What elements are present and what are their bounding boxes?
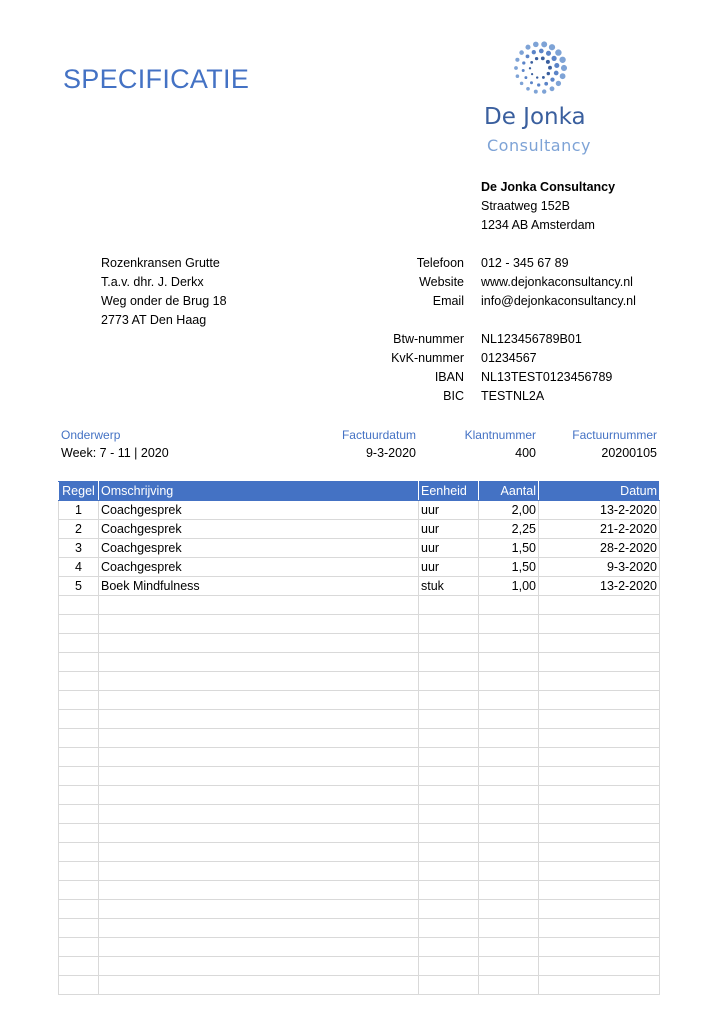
empty-cell [539, 957, 660, 976]
logo-dot [539, 49, 544, 54]
invoice-date-value: 9-3-2020 [365, 446, 416, 460]
company-logo [478, 40, 608, 165]
logo-dot [559, 57, 565, 63]
empty-cell [539, 881, 660, 900]
empty-cell [419, 729, 479, 748]
empty-cell [59, 748, 99, 767]
logo-dot [531, 73, 533, 75]
email-label: Email [432, 294, 464, 308]
company-name: De Jonka Consultancy [481, 180, 616, 194]
logo-dot [556, 81, 561, 86]
logo-dot [550, 86, 555, 91]
empty-cell [59, 824, 99, 843]
email-value: info@dejonkaconsultancy.nl [481, 294, 636, 308]
cell-unit: uur [419, 520, 479, 539]
cell-unit: uur [419, 558, 479, 577]
empty-cell [99, 691, 419, 710]
logo-dot [525, 45, 530, 50]
cell-quantity: 2,00 [479, 501, 539, 520]
logo-dots-icon [505, 40, 575, 100]
empty-cell [479, 919, 539, 938]
empty-cell [539, 748, 660, 767]
bic-value: TESTNL2A [481, 389, 545, 403]
empty-cell [99, 729, 419, 748]
empty-cell [419, 672, 479, 691]
logo-dot [520, 82, 524, 86]
logo-dot [561, 65, 567, 71]
cell-unit: stuk [419, 577, 479, 596]
cell-description: Boek Mindfulness [99, 577, 419, 596]
empty-cell [59, 615, 99, 634]
empty-cell [419, 634, 479, 653]
empty-cell [479, 938, 539, 957]
logo-dot [514, 66, 518, 70]
empty-cell [539, 596, 660, 615]
table-row [59, 577, 660, 596]
empty-cell [59, 634, 99, 653]
cell-date: 9-3-2020 [539, 558, 660, 577]
empty-cell [99, 672, 419, 691]
cell-description: Coachgesprek [99, 520, 419, 539]
empty-cell [419, 653, 479, 672]
empty-cell [59, 862, 99, 881]
logo-dot [548, 66, 552, 70]
empty-cell [59, 881, 99, 900]
company-street: Straatweg 152B [481, 199, 570, 213]
iban-label: IBAN [434, 370, 464, 384]
subject-label: Onderwerp [61, 428, 121, 442]
empty-cell [479, 900, 539, 919]
empty-cell [59, 938, 99, 957]
empty-cell [479, 653, 539, 672]
empty-cell [479, 843, 539, 862]
cell-description: Coachgesprek [99, 558, 419, 577]
table-row [59, 520, 660, 539]
logo-dot [541, 41, 547, 47]
document-title: SPECIFICATIE [63, 64, 250, 94]
logo-dot [515, 58, 519, 62]
empty-cell [419, 957, 479, 976]
empty-table-row [59, 634, 660, 653]
empty-table-row [59, 767, 660, 786]
kvk-label: KvK-nummer [391, 351, 464, 365]
website-label: Website [419, 275, 464, 289]
empty-cell [539, 805, 660, 824]
logo-dot [536, 76, 538, 78]
header-quantity: Aantal [479, 482, 539, 501]
empty-cell [479, 672, 539, 691]
empty-cell [59, 805, 99, 824]
cell-date: 13-2-2020 [539, 577, 660, 596]
company-city: 1234 AB Amsterdam [481, 218, 595, 232]
cell-quantity: 2,25 [479, 520, 539, 539]
empty-table-row [59, 786, 660, 805]
empty-cell [539, 900, 660, 919]
logo-dot [519, 50, 524, 55]
empty-cell [99, 824, 419, 843]
empty-cell [419, 976, 479, 995]
logo-dot [530, 81, 533, 84]
empty-cell [419, 710, 479, 729]
header-description: Omschrijving [99, 482, 419, 501]
empty-cell [59, 653, 99, 672]
empty-cell [479, 729, 539, 748]
iban-value: NL13TEST0123456789 [481, 370, 613, 384]
empty-cell [479, 881, 539, 900]
empty-cell [59, 976, 99, 995]
empty-cell [59, 691, 99, 710]
customer-number-value: 400 [515, 446, 536, 460]
empty-cell [99, 900, 419, 919]
empty-cell [539, 938, 660, 957]
cell-unit: uur [419, 501, 479, 520]
empty-cell [59, 843, 99, 862]
empty-cell [539, 767, 660, 786]
empty-cell [539, 691, 660, 710]
cell-unit: uur [419, 539, 479, 558]
cell-line: 1 [59, 501, 99, 520]
cell-line: 3 [59, 539, 99, 558]
empty-cell [59, 767, 99, 786]
empty-cell [99, 919, 419, 938]
empty-cell [539, 634, 660, 653]
empty-cell [539, 672, 660, 691]
empty-table-row [59, 748, 660, 767]
empty-cell [539, 919, 660, 938]
header-date: Datum [539, 482, 660, 501]
empty-cell [59, 710, 99, 729]
empty-cell [479, 710, 539, 729]
table-row [59, 539, 660, 558]
empty-cell [419, 786, 479, 805]
empty-cell [99, 748, 419, 767]
empty-cell [59, 900, 99, 919]
logo-dot [542, 89, 546, 93]
empty-cell [59, 729, 99, 748]
logo-dot [555, 49, 561, 55]
empty-cell [99, 615, 419, 634]
empty-table-row [59, 596, 660, 615]
invoice-number-value: 20200105 [601, 446, 657, 460]
empty-cell [539, 786, 660, 805]
cell-quantity: 1,00 [479, 577, 539, 596]
empty-cell [99, 786, 419, 805]
logo-dot [560, 73, 566, 79]
empty-cell [99, 710, 419, 729]
empty-cell [419, 824, 479, 843]
empty-cell [59, 596, 99, 615]
logo-dot [549, 44, 555, 50]
empty-cell [419, 596, 479, 615]
logo-dot [544, 82, 548, 86]
logo-text-secondary: Consultancy [487, 136, 592, 155]
empty-table-row [59, 805, 660, 824]
empty-cell [59, 672, 99, 691]
invoice-number-label: Factuurnummer [572, 428, 657, 442]
empty-cell [99, 596, 419, 615]
phone-label: Telefoon [416, 256, 464, 270]
empty-cell [419, 843, 479, 862]
empty-cell [539, 862, 660, 881]
empty-table-row [59, 900, 660, 919]
subject-value: Week: 7 - 11 | 2020 [61, 446, 169, 460]
vat-label: Btw-nummer [393, 332, 464, 346]
empty-cell [479, 976, 539, 995]
empty-cell [99, 843, 419, 862]
invoice-date-label: Factuurdatum [341, 428, 416, 442]
logo-dot [522, 69, 525, 72]
empty-cell [99, 767, 419, 786]
cell-quantity: 1,50 [479, 558, 539, 577]
empty-cell [539, 653, 660, 672]
empty-cell [99, 805, 419, 824]
empty-table-row [59, 824, 660, 843]
empty-cell [59, 957, 99, 976]
logo-dot [535, 57, 538, 60]
logo-dot [546, 51, 551, 56]
vat-value: NL123456789B01 [481, 332, 582, 346]
website-value: www.dejonkaconsultancy.nl [481, 275, 633, 289]
header-unit: Eenheid [419, 482, 479, 501]
logo-dot [554, 63, 559, 68]
cell-date: 21-2-2020 [539, 520, 660, 539]
empty-cell [539, 843, 660, 862]
cell-date: 28-2-2020 [539, 539, 660, 558]
empty-cell [419, 938, 479, 957]
logo-dot [542, 76, 545, 79]
logo-dot [546, 60, 550, 64]
phone-value: 012 - 345 67 89 [481, 256, 569, 270]
empty-cell [539, 824, 660, 843]
logo-dot [533, 42, 539, 48]
empty-cell [419, 767, 479, 786]
empty-cell [59, 919, 99, 938]
empty-table-row [59, 729, 660, 748]
logo-dot [516, 74, 520, 78]
empty-cell [419, 691, 479, 710]
empty-table-row [59, 862, 660, 881]
cell-quantity: 1,50 [479, 539, 539, 558]
empty-cell [99, 881, 419, 900]
customer-number-label: Klantnummer [464, 428, 536, 442]
cell-line: 5 [59, 577, 99, 596]
empty-cell [99, 938, 419, 957]
empty-table-row [59, 938, 660, 957]
cell-line: 4 [59, 558, 99, 577]
client-attention: T.a.v. dhr. J. Derkx [101, 275, 204, 289]
empty-cell [479, 824, 539, 843]
cell-description: Coachgesprek [99, 501, 419, 520]
logo-dot [541, 57, 545, 61]
client-name: Rozenkransen Grutte [101, 256, 220, 270]
empty-cell [539, 729, 660, 748]
empty-cell [479, 748, 539, 767]
table-header-row [59, 482, 660, 501]
logo-dot [522, 61, 525, 64]
empty-cell [419, 805, 479, 824]
specification-table [58, 481, 660, 995]
logo-dot [550, 77, 554, 81]
client-city: 2773 AT Den Haag [101, 313, 207, 327]
empty-cell [479, 691, 539, 710]
logo-dot [547, 72, 550, 75]
empty-cell [539, 615, 660, 634]
empty-table-row [59, 919, 660, 938]
logo-dot [552, 56, 557, 61]
empty-cell [479, 634, 539, 653]
empty-table-row [59, 691, 660, 710]
table-row [59, 558, 660, 577]
empty-cell [419, 881, 479, 900]
empty-cell [419, 748, 479, 767]
logo-dot [532, 50, 536, 54]
empty-cell [99, 653, 419, 672]
empty-cell [419, 900, 479, 919]
empty-cell [99, 957, 419, 976]
logo-dot [530, 61, 533, 64]
empty-table-row [59, 710, 660, 729]
empty-table-row [59, 976, 660, 995]
empty-table-row [59, 843, 660, 862]
empty-cell [419, 615, 479, 634]
empty-cell [479, 615, 539, 634]
empty-cell [99, 976, 419, 995]
kvk-value: 01234567 [481, 351, 537, 365]
logo-dot [537, 83, 540, 86]
empty-table-row [59, 881, 660, 900]
logo-dot [524, 76, 527, 79]
empty-cell [419, 919, 479, 938]
table-row [59, 501, 660, 520]
logo-dot [526, 87, 530, 91]
client-street: Weg onder de Brug 18 [101, 294, 227, 308]
cell-date: 13-2-2020 [539, 501, 660, 520]
empty-table-row [59, 957, 660, 976]
cell-description: Coachgesprek [99, 539, 419, 558]
empty-cell [539, 710, 660, 729]
logo-dot [534, 90, 538, 94]
empty-table-row [59, 672, 660, 691]
empty-cell [479, 786, 539, 805]
cell-line: 2 [59, 520, 99, 539]
header-line: Regel [59, 482, 99, 501]
empty-cell [419, 862, 479, 881]
empty-cell [479, 767, 539, 786]
logo-dot [529, 67, 531, 69]
empty-cell [479, 596, 539, 615]
empty-table-row [59, 653, 660, 672]
logo-dot [554, 71, 559, 76]
empty-cell [99, 634, 419, 653]
empty-cell [479, 862, 539, 881]
empty-cell [539, 976, 660, 995]
empty-cell [479, 957, 539, 976]
logo-dot [526, 55, 530, 59]
empty-table-row [59, 615, 660, 634]
bic-label: BIC [443, 389, 464, 403]
empty-cell [99, 862, 419, 881]
empty-cell [59, 786, 99, 805]
logo-text-primary: De Jonka [484, 104, 586, 130]
empty-cell [479, 805, 539, 824]
